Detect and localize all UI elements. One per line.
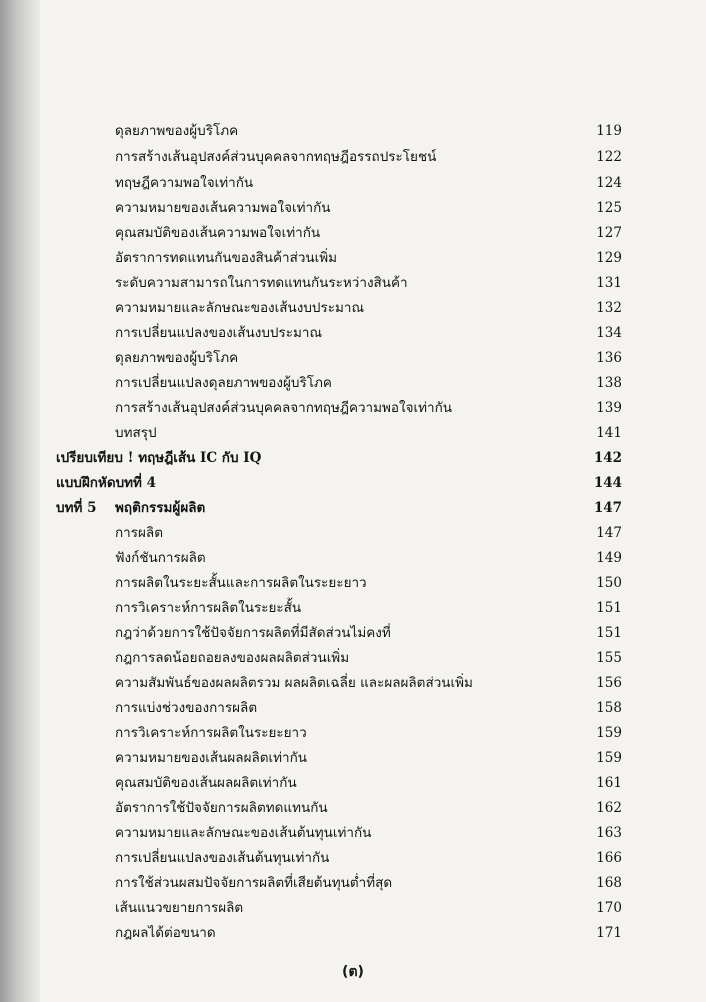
toc-entry-title: การวิเคราะห์การผลิตในระยะสั้น	[115, 600, 302, 616]
toc-entry	[0, 722, 706, 744]
toc-entry-page: 122	[596, 149, 622, 165]
toc-entry-page: 159	[596, 725, 622, 741]
toc-entry-page: 149	[596, 550, 622, 566]
toc-entry-page: 134	[596, 325, 622, 341]
toc-entry	[0, 772, 706, 794]
toc-section-title: เปรียบเทียบ ! ทฤษฎีเส้น IC กับ IQ	[56, 450, 262, 466]
toc-entry	[0, 347, 706, 369]
toc-entry-title: ความหมายของเส้นผลผลิตเท่ากัน	[115, 750, 308, 766]
toc-entry	[0, 372, 706, 394]
toc-entry	[0, 872, 706, 894]
toc-entry	[0, 297, 706, 319]
toc-entry	[0, 120, 706, 142]
toc-entry-title: ทฤษฎีความพอใจเท่ากัน	[115, 175, 254, 191]
toc-entry-title: ความหมายและลักษณะของเส้นงบประมาณ	[115, 300, 364, 316]
toc-entry-page: 139	[596, 400, 622, 416]
toc-entry	[0, 597, 706, 619]
toc-entry-page: 131	[596, 275, 622, 291]
toc-section-title: แบบฝึกหัดบทที่ 4	[56, 475, 157, 491]
toc-entry	[0, 522, 706, 544]
toc-entry-page: 155	[596, 650, 622, 666]
toc-entry	[0, 322, 706, 344]
toc-entry	[0, 647, 706, 669]
toc-entry-title: การผลิตในระยะสั้นและการผลิตในระยะยาว	[115, 575, 367, 591]
toc-entry-page: 138	[596, 375, 622, 391]
toc-entry-page: 163	[596, 825, 622, 841]
toc-entry-title: ความหมายและลักษณะของเส้นต้นทุนเท่ากัน	[115, 825, 372, 841]
toc-entry-page: 151	[596, 625, 622, 641]
toc-entry-title: ดุลยภาพของผู้บริโภค	[115, 350, 239, 366]
toc-entry-page: 156	[596, 675, 622, 691]
toc-entry-title: การสร้างเส้นอุปสงค์ส่วนบุคคลจากทฤษฎีความพอใจเท่ากัน	[115, 400, 453, 416]
toc-entry-title: อัตราการใช้ปัจจัยการผลิตทดแทนกัน	[115, 800, 328, 816]
toc-entry	[0, 247, 706, 269]
toc-entry	[0, 272, 706, 294]
toc-entry	[0, 572, 706, 594]
toc-entry	[0, 747, 706, 769]
toc-section	[0, 472, 706, 494]
toc-entry-page: 170	[596, 900, 622, 916]
toc-section-page: 144	[593, 475, 622, 491]
toc-entry	[0, 422, 706, 444]
toc-entry-page: 136	[596, 350, 622, 366]
toc-entry-title: เส้นแนวขยายการผลิต	[115, 900, 244, 916]
toc-entry-title: กฎการลดน้อยถอยลงของผลผลิตส่วนเพิ่ม	[115, 650, 350, 666]
toc-entry	[0, 397, 706, 419]
toc-entry-title: ดุลยภาพของผู้บริโภค	[115, 123, 239, 139]
toc-entry-title: กฎว่าด้วยการใช้ปัจจัยการผลิตที่มีสัดส่วนไม่คงที่	[115, 625, 391, 641]
toc-entry	[0, 172, 706, 194]
toc-entry-page: 132	[596, 300, 622, 316]
toc-section-page: 142	[593, 450, 622, 466]
toc-entry-page: 158	[596, 700, 622, 716]
toc-entry-page: 161	[596, 775, 622, 791]
toc-entry-title: คุณสมบัติของเส้นผลผลิตเท่ากัน	[115, 775, 297, 791]
toc-entry-title: การแบ่งช่วงของการผลิต	[115, 700, 258, 716]
page-number-footer: (ต)	[342, 964, 364, 980]
toc-entry-page: 129	[596, 250, 622, 266]
toc-entry-page: 127	[596, 225, 622, 241]
toc-chapter	[0, 497, 706, 519]
toc-entry	[0, 222, 706, 244]
toc-entry-title: ฟังก์ชันการผลิต	[115, 550, 206, 566]
toc-entry-title: การเปลี่ยนแปลงดุลยภาพของผู้บริโภค	[115, 375, 332, 391]
toc-chapter-page: 147	[593, 500, 622, 516]
toc-chapter-title: พฤติกรรมผู้ผลิต	[115, 500, 206, 516]
toc-entry-title: การสร้างเส้นอุปสงค์ส่วนบุคคลจากทฤษฎีอรรถประโยชน์	[115, 149, 437, 165]
toc-entry	[0, 697, 706, 719]
toc-entry-page: 124	[596, 175, 622, 191]
toc-entry-page: 119	[596, 123, 622, 139]
toc-entry-page: 141	[596, 425, 622, 441]
toc-chapter-label: บทที่ 5	[56, 500, 97, 516]
toc-entry	[0, 897, 706, 919]
toc-entry	[0, 922, 706, 944]
toc-entry-page: 162	[596, 800, 622, 816]
toc-entry	[0, 622, 706, 644]
toc-entry-page: 166	[596, 850, 622, 866]
toc-entry-page: 159	[596, 750, 622, 766]
toc-entry	[0, 197, 706, 219]
toc-entry-page: 171	[596, 925, 622, 941]
toc-section	[0, 447, 706, 469]
toc-entry-page: 150	[596, 575, 622, 591]
toc-entry-title: การวิเคราะห์การผลิตในระยะยาว	[115, 725, 307, 741]
toc-entry-title: การใช้ส่วนผสมปัจจัยการผลิตที่เสียต้นทุนต่ำที่สุด	[115, 875, 393, 891]
toc-entry-page: 168	[596, 875, 622, 891]
toc-entry-title: กฎผลได้ต่อขนาด	[115, 925, 216, 941]
toc-entry-title: คุณสมบัติของเส้นความพอใจเท่ากัน	[115, 225, 321, 241]
toc-entry	[0, 847, 706, 869]
toc-entry	[0, 547, 706, 569]
toc-entry-title: การเปลี่ยนแปลงของเส้นต้นทุนเท่ากัน	[115, 850, 330, 866]
toc-entry	[0, 146, 706, 168]
toc-entry-page: 125	[596, 200, 622, 216]
toc-entry-title: ความสัมพันธ์ของผลผลิตรวม ผลผลิตเฉลี่ย และผลผลิตส่วนเพิ่ม	[115, 675, 473, 691]
toc-entry-title: ระดับความสามารถในการทดแทนกันระหว่างสินค้า	[115, 275, 408, 291]
toc-entry-page: 147	[596, 525, 622, 541]
toc-entry-title: การผลิต	[115, 525, 163, 541]
toc-entry-title: บทสรุป	[115, 425, 157, 441]
toc-entry-title: อัตราการทดแทนกันของสินค้าส่วนเพิ่ม	[115, 250, 338, 266]
toc-entry	[0, 797, 706, 819]
toc-entry-title: การเปลี่ยนแปลงของเส้นงบประมาณ	[115, 325, 322, 341]
toc-entry-page: 151	[596, 600, 622, 616]
toc-entry	[0, 672, 706, 694]
toc-entry	[0, 822, 706, 844]
toc-entry-title: ความหมายของเส้นความพอใจเท่ากัน	[115, 200, 331, 216]
